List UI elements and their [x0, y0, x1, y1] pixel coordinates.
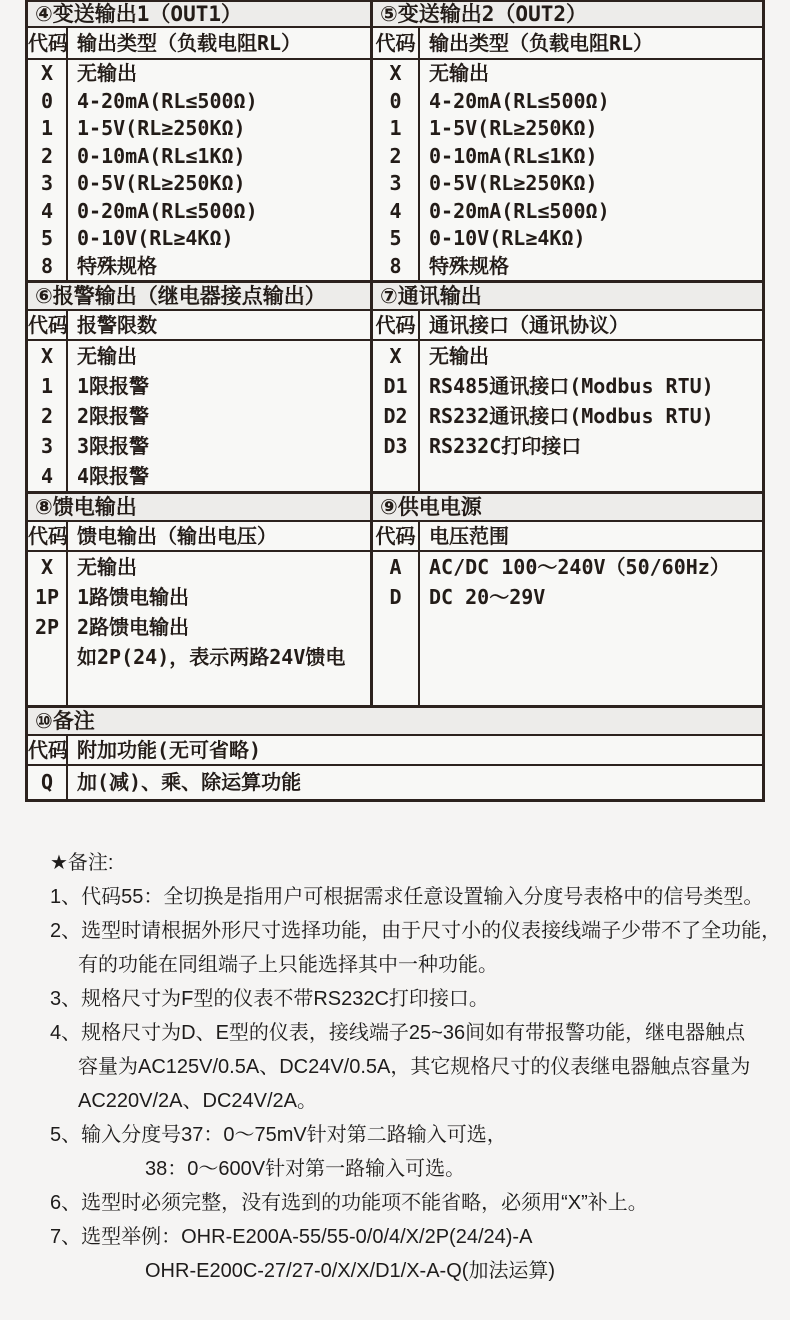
code-column: [373, 341, 420, 491]
section-body-power: [373, 552, 762, 705]
code-cell: X: [389, 344, 402, 368]
code-cell: 4: [40, 198, 54, 223]
desc-cell: 0-5V(RL≥250KΩ): [429, 171, 598, 195]
code-cell: X: [40, 555, 54, 579]
desc-cell: DC 20～29V: [429, 585, 546, 609]
section-out1: [28, 2, 373, 280]
section-header-feed: [28, 522, 370, 552]
code-cell: 1P: [34, 585, 60, 609]
desc-header: 馈电输出（输出电压）: [77, 524, 277, 548]
code-cell: 3: [40, 171, 54, 195]
code-header: 代码: [373, 311, 420, 339]
desc-cell: 4-20mA(RL≤500Ω): [429, 88, 610, 113]
code-column: [28, 341, 68, 491]
desc-cell: 2路馈电输出: [77, 615, 190, 639]
desc-cell: 0-10mA(RL≤1KΩ): [429, 143, 598, 168]
desc-cell: 1路馈电输出: [77, 585, 190, 609]
code-column: [373, 60, 420, 280]
desc-cell: 1-5V(RL≥250KΩ): [429, 116, 598, 140]
note-line-2: 2、选型时请根据外形尺寸选择功能，由于尺寸小的仪表接线端子少带不了全功能，: [50, 920, 782, 942]
desc-cell: AC/DC 100～240V（50/60Hz）: [429, 555, 730, 579]
desc-cell: 2限报警: [77, 404, 150, 428]
code-cell: 3: [40, 434, 54, 458]
desc-header: 电压范围: [429, 524, 509, 548]
desc-cell: 无输出: [429, 61, 489, 85]
desc-cell: 0-10V(RL≥4KΩ): [77, 226, 234, 250]
code-header: 代码: [373, 28, 420, 58]
desc-cell: 特殊规格: [77, 253, 157, 278]
section-header-remark: [28, 736, 762, 766]
code-cell: X: [40, 344, 54, 368]
code-cell: A: [389, 555, 402, 579]
desc-cell: 无输出: [77, 344, 137, 368]
section-remark: [28, 708, 762, 799]
section-comm: [373, 283, 762, 491]
note-line-3: 3、规格尺寸为F型的仪表不带RS232C打印接口。: [50, 988, 489, 1010]
desc-cell: 3限报警: [77, 434, 150, 458]
desc-cell: 特殊规格: [429, 253, 509, 278]
note-line-4: 4、规格尺寸为D、E型的仪表，接线端子25~36间如有带报警功能，继电器触点: [50, 1022, 746, 1044]
section-group-alarm-comm: [28, 280, 762, 491]
desc-header: 输出类型（负载电阻RL）: [429, 31, 654, 55]
section-title-power: ⑨供电电源: [373, 494, 762, 522]
note-line-5: 5、输入分度号37：0～75mV针对第二路输入可选，: [50, 1124, 507, 1146]
code-cell: D1: [383, 374, 408, 398]
desc-cell: 加(减)、乘、除运算功能: [77, 770, 302, 794]
section-power: [373, 494, 762, 705]
desc-column: [68, 552, 370, 705]
note-line-7: 7、选型举例：OHR-E200A-55/55-0/0/4/X/2P(24/24)-A: [50, 1226, 533, 1248]
code-cell: X: [40, 61, 54, 85]
desc-cell: 1-5V(RL≥250KΩ): [77, 116, 246, 140]
section-body-out1: [28, 60, 370, 280]
code-header: 代码: [28, 738, 68, 762]
note-line-6: 6、选型时必须完整，没有选到的功能项不能省略，必须用“X”补上。: [50, 1192, 648, 1214]
model-selection-table: [25, 0, 765, 802]
code-cell: X: [389, 61, 402, 85]
code-cell: 8: [389, 253, 402, 278]
desc-cell: 如2P(24)，表示两路24V馈电: [77, 645, 346, 669]
desc-cell: 1限报警: [77, 374, 150, 398]
desc-cell: 0-10V(RL≥4KΩ): [429, 226, 586, 250]
note-line-4-cont2: AC220V/2A、DC24V/2A。: [78, 1090, 318, 1112]
code-cell: 0: [389, 88, 402, 113]
desc-header: 通讯接口（通讯协议）: [429, 313, 629, 337]
code-header: 代码: [28, 313, 68, 337]
code-cell: 1: [40, 116, 54, 140]
code-cell: 8: [40, 253, 54, 278]
desc-column: [420, 341, 762, 491]
code-column: [373, 552, 420, 705]
section-group-remark: [28, 705, 762, 799]
code-cell: 5: [40, 226, 54, 250]
note-line-1: 1、代码55：全切换是指用户可根据需求任意设置输入分度号表格中的信号类型。: [50, 886, 764, 908]
section-header-power: [373, 522, 762, 552]
section-title-comm: ⑦通讯输出: [373, 283, 762, 311]
note-line-2-cont: 有的功能在同组端子上只能选择其中一种功能。: [78, 954, 498, 976]
note-line-7-cont: OHR-E200C-27/27-0/X/X/D1/X-A-Q(加法运算): [145, 1260, 556, 1282]
code-cell: 2: [40, 143, 54, 168]
desc-cell: 0-5V(RL≥250KΩ): [77, 171, 246, 195]
section-out2: [373, 2, 762, 280]
code-column: [28, 766, 68, 799]
section-body-comm: [373, 341, 762, 491]
section-title-feed: ⑧馈电输出: [28, 494, 370, 522]
code-cell: 2: [389, 143, 402, 168]
note-line-5-cont: 38：0～600V针对第一路输入可选。: [145, 1158, 466, 1180]
desc-cell: 4限报警: [77, 464, 150, 488]
section-title-out2: ⑤变送输出2（OUT2）: [373, 2, 762, 28]
code-cell: Q: [40, 770, 54, 794]
desc-column: [68, 60, 370, 280]
section-body-remark: [28, 766, 762, 799]
code-cell: 5: [389, 226, 402, 250]
code-cell: 3: [389, 171, 402, 195]
section-body-alarm: [28, 341, 370, 491]
code-cell: D3: [383, 434, 408, 458]
section-header-out2: [373, 28, 762, 60]
section-body-feed: [28, 552, 370, 705]
code-cell: [28, 642, 66, 672]
code-column: [28, 60, 68, 280]
code-cell: D2: [383, 404, 408, 428]
notes-section: [50, 846, 782, 1288]
code-header: 代码: [373, 522, 420, 550]
section-title-remark: ⑩备注: [28, 708, 762, 736]
desc-cell: 无输出: [77, 555, 137, 579]
section-header-out1: [28, 28, 370, 60]
notes-heading: ★备注:: [50, 852, 114, 874]
code-cell: 2: [40, 404, 54, 428]
desc-header: 附加功能(无可省略): [77, 738, 262, 762]
section-header-alarm: [28, 311, 370, 341]
section-title-out1: ④变送输出1（OUT1）: [28, 2, 370, 28]
section-alarm: [28, 283, 373, 491]
code-cell: 1: [389, 116, 402, 140]
section-body-out2: [373, 60, 762, 280]
code-cell: D: [389, 585, 402, 609]
code-header: 代码: [28, 28, 68, 58]
code-cell: 0: [40, 88, 54, 113]
code-header: 代码: [28, 524, 68, 548]
desc-cell: RS485通讯接口(Modbus RTU): [429, 374, 714, 398]
section-title-alarm: ⑥报警输出（继电器接点输出）: [28, 283, 370, 311]
code-cell: 2P: [34, 615, 60, 639]
section-group-feed-power: [28, 491, 762, 705]
code-cell: 1: [40, 374, 54, 398]
desc-cell: RS232C打印接口: [429, 434, 582, 458]
note-line-4-cont: 容量为AC125V/0.5A、DC24V/0.5A，其它规格尺寸的仪表继电器触点容量为: [78, 1056, 751, 1078]
desc-header: 输出类型（负载电阻RL）: [77, 31, 302, 55]
desc-cell: RS232通讯接口(Modbus RTU): [429, 404, 714, 428]
section-group-transmit-output: [28, 2, 762, 280]
desc-cell: 无输出: [77, 61, 137, 85]
desc-cell: 0-20mA(RL≤500Ω): [77, 198, 258, 223]
desc-cell: 4-20mA(RL≤500Ω): [77, 88, 258, 113]
desc-cell: 0-10mA(RL≤1KΩ): [77, 143, 246, 168]
desc-cell: 0-20mA(RL≤500Ω): [429, 198, 610, 223]
code-column: [28, 552, 68, 705]
desc-column: [68, 341, 370, 491]
desc-cell: 无输出: [429, 344, 489, 368]
section-feed: [28, 494, 373, 705]
desc-header: 报警限数: [77, 313, 157, 337]
section-header-comm: [373, 311, 762, 341]
desc-column: [420, 60, 762, 280]
code-cell: 4: [389, 198, 402, 223]
code-cell: 4: [40, 464, 54, 488]
desc-column: [68, 766, 762, 799]
desc-column: [420, 552, 762, 705]
